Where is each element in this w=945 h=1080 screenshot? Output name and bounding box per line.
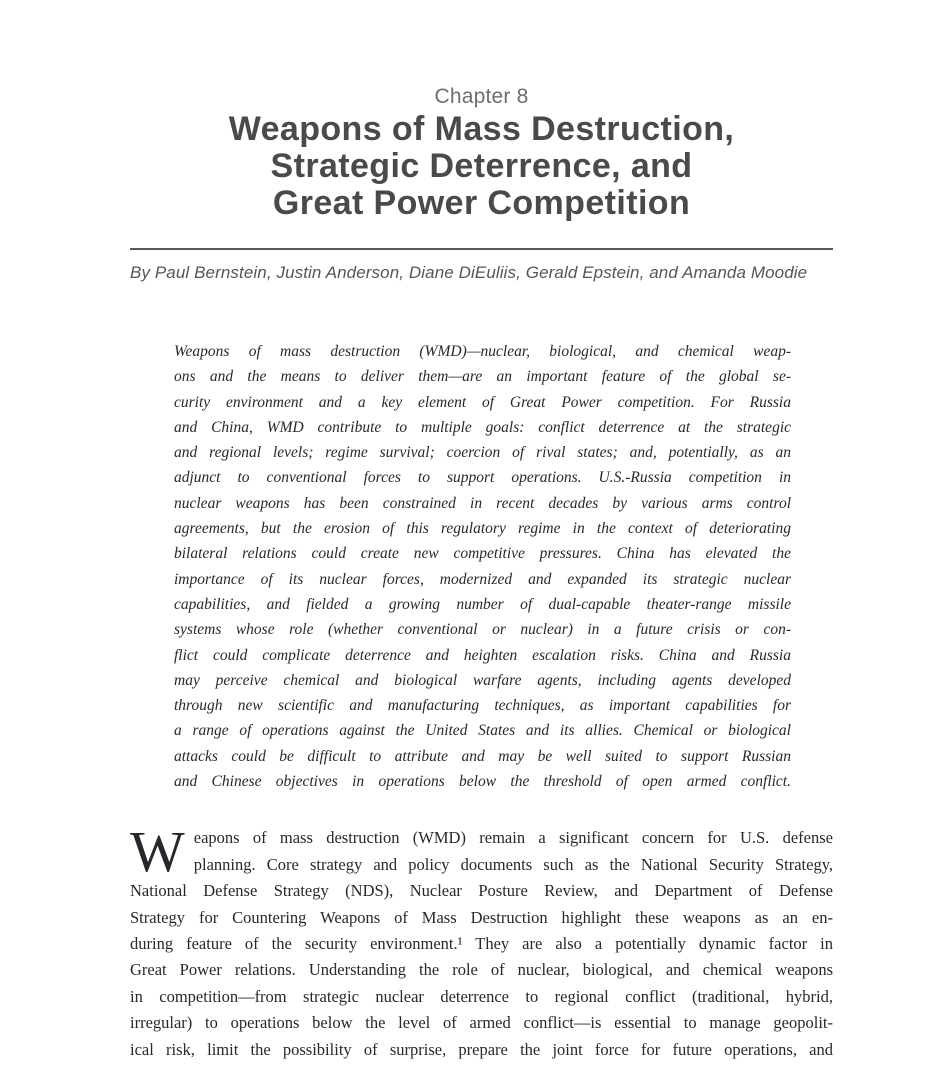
abstract-line: importance of its nuclear forces, modernized and expanded its strategic nuclear xyxy=(174,570,791,588)
abstract-line: may perceive chemical and biological warfare agents, including agents developed xyxy=(174,671,791,689)
body-text xyxy=(130,819,833,1063)
abstract-line: adjunct to conventional forces to support operations. U.S.-Russia competition in xyxy=(174,469,791,487)
body-line: National Defense Strategy (NDS), Nuclear Posture Review, and Department of Defense xyxy=(130,881,833,901)
abstract-line: ons and the means to deliver them—are an important feature of the global se- xyxy=(174,368,791,386)
abstract-line: nuclear weapons has been constrained in recent decades by various arms control xyxy=(174,494,791,512)
body-paragraph xyxy=(130,819,833,1063)
drop-cap: W xyxy=(130,819,185,885)
abstract-line: and China, WMD contribute to multiple goals: conflict deterrence at the strategic xyxy=(174,418,791,436)
body-line: ical risk, limit the possibility of surprise, prepare the joint force for future operations, and xyxy=(130,1039,833,1059)
body-line: eapons of mass destruction (WMD) remain a significant concern for U.S. defense xyxy=(193,828,833,848)
abstract-line: through new scientific and manufacturing techniques, as important capabilities for xyxy=(174,697,791,715)
chapter-title-line: Strategic Deterrence, and xyxy=(270,147,693,185)
body-line: in competition—from strategic nuclear deterrence to regional conflict (traditional, hybrid, xyxy=(130,986,833,1006)
divider-rule xyxy=(130,248,833,250)
abstract-line: capabilities, and fielded a growing number of dual-capable theater-range missile xyxy=(174,595,791,613)
abstract-line: flict could complicate deterrence and heighten escalation risks. China and Russia xyxy=(174,646,791,664)
abstract-paragraph xyxy=(174,339,791,794)
chapter-title-line: Great Power Competition xyxy=(272,184,691,222)
abstract-line: Weapons of mass destruction (WMD)—nuclear, biological, and chemical weap- xyxy=(174,343,791,360)
body-line: planning. Core strategy and policy documents such as the National Security Strategy, xyxy=(193,854,833,874)
abstract-line: and Chinese objectives in operations below the threshold of open armed conflict. xyxy=(174,773,791,791)
abstract-line: attacks could be difficult to attribute and may be well suited to support Russian xyxy=(174,747,791,765)
chapter-title xyxy=(130,111,833,222)
body-line: Great Power relations. Understanding the role of nuclear, biological, and chemical weapons xyxy=(130,960,833,980)
chapter-title-line: Weapons of Mass Destruction, xyxy=(228,110,735,148)
chapter-label: Chapter 8 xyxy=(434,85,529,108)
abstract-line: a range of operations against the United States and its allies. Chemical or biological xyxy=(174,722,791,740)
abstract-line: bilateral relations could create new competitive pressures. China has elevated the xyxy=(174,545,791,563)
body-line: during feature of the security environment.¹ They are also a potentially dynamic factor in xyxy=(130,933,833,953)
body-line: irregular) to operations below the level of armed conflict—is essential to manage geopolit- xyxy=(130,1013,833,1033)
byline: By Paul Bernstein, Justin Anderson, Diane DiEuliis, Gerald Epstein, and Amanda Moodie xyxy=(130,263,808,282)
body-line: Strategy for Countering Weapons of Mass Destruction highlight these weapons as an en- xyxy=(130,907,833,927)
abstract-line: curity environment and a key element of Great Power competition. For Russia xyxy=(174,393,791,411)
abstract-line: and regional levels; regime survival; coercion of rival states; and, potentially, as an xyxy=(174,444,791,462)
abstract-line: agreements, but the erosion of this regulatory regime in the context of deteriorating xyxy=(174,520,791,538)
abstract-line: systems whose role (whether conventional or nuclear) in a future crisis or con- xyxy=(174,621,791,639)
